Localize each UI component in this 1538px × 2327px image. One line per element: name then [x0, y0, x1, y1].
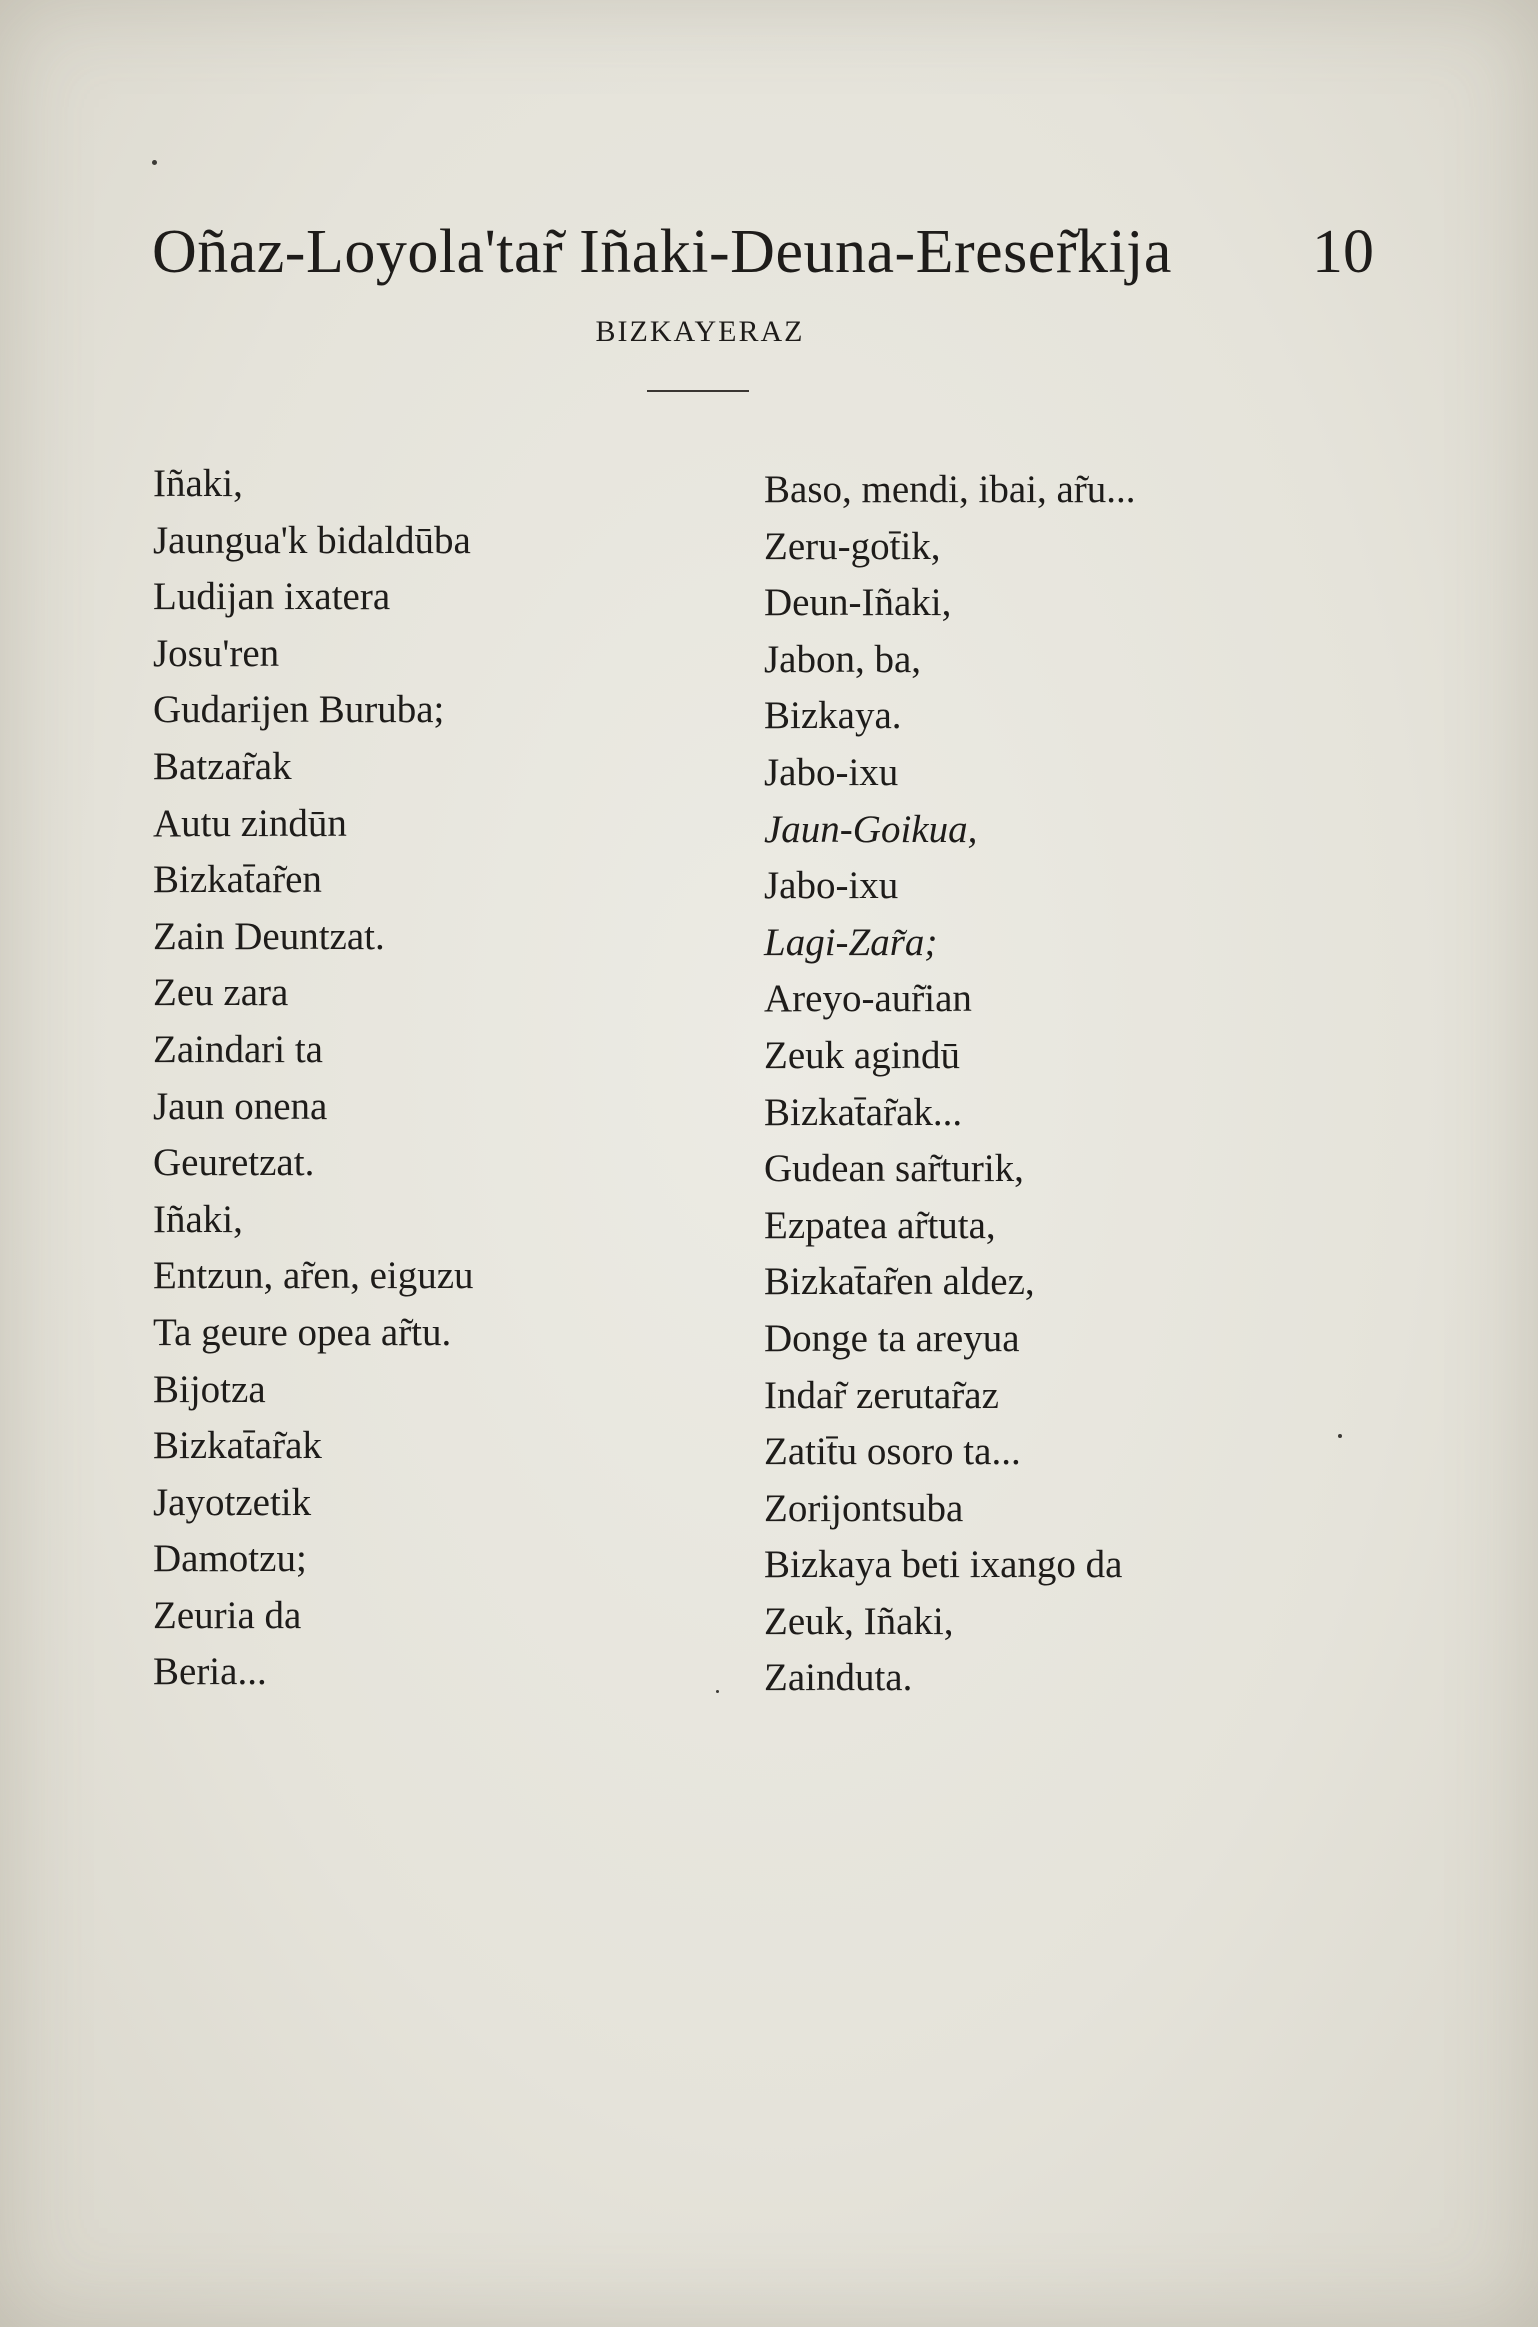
poem-line: Beria... [153, 1650, 267, 1694]
poem-line: Ta geure opea ar̃tu. [153, 1310, 452, 1354]
poem-line: Bizkat̄ar̃ak [153, 1424, 322, 1468]
poem-line: Iñaki, [153, 462, 243, 505]
poem-line: Baso, mendi, ibai, ar̃u... [764, 468, 1136, 511]
poem-line: Zeru-got̄ik, [764, 524, 941, 568]
paper-speck [152, 160, 157, 165]
poem-line: Jaun onena [153, 1084, 328, 1128]
poem-line: Zainduta. [764, 1656, 913, 1700]
poem-line: Geuretzat. [153, 1141, 315, 1185]
poem-line: Indar̃ zerutar̃az [764, 1373, 999, 1417]
poem-line: Zorijontsuba [764, 1486, 964, 1530]
poem-line: Ezpatea ar̃tuta, [764, 1203, 996, 1247]
poem-line: Josu'ren [153, 631, 280, 675]
poem-left-column [153, 456, 713, 1701]
poem-line: Bizkat̄ar̃en aldez, [764, 1260, 1035, 1304]
poem-line: Zeuk agindū [764, 1033, 961, 1077]
poem-line: Bizkaya. [764, 694, 902, 738]
poem-line: Deun-Iñaki, [764, 581, 952, 625]
page-title: Oñaz-Loyola'tar̃ Iñaki-Deuna-Ereser̃kija [152, 218, 1172, 286]
poem-line: Ludijan ixatera [153, 575, 391, 619]
poem-line: Jabon, ba, [764, 637, 922, 681]
poem-line: Jaun-Goikua, [764, 807, 978, 851]
poem-line: Iñaki, [153, 1197, 243, 1241]
poem-line: Zeu zara [153, 971, 289, 1015]
poem-line: Areyo-aur̃ian [764, 977, 972, 1021]
poem-line: Batzar̃ak [153, 744, 292, 788]
poem-line: Jabo-ixu [764, 750, 899, 794]
poem-line: Zeuk, Iñaki, [764, 1599, 954, 1643]
poem-line: Entzun, ar̃en, eiguzu [153, 1254, 474, 1298]
poem-line: Jabo-ixu [764, 864, 899, 908]
paper-speck [1338, 1434, 1342, 1438]
poem-line: Donge ta areyua [764, 1316, 1020, 1360]
poem-right-column [764, 462, 1404, 1707]
poem-line: Gudarijen Buruba; [153, 688, 445, 732]
poem-line: Zeuria da [153, 1593, 302, 1637]
poem-line: Zatit̄u osoro ta... [764, 1430, 1021, 1474]
title-divider [647, 390, 749, 392]
poem-line: Gudean sar̃turik, [764, 1147, 1024, 1191]
poem-line: Bizkat̄ar̃ak... [764, 1090, 963, 1134]
poem-line: Jaungua'k bidaldūba [153, 518, 471, 562]
poem-line: Zaindari ta [153, 1027, 323, 1071]
poem-line: Bijotza [153, 1367, 266, 1411]
page-number: 10 [1312, 218, 1374, 286]
paper-speck [716, 1690, 719, 1693]
poem-line: Jayotzetik [153, 1480, 312, 1524]
poem-line: Bizkaya beti ixango da [764, 1543, 1123, 1587]
poem-line: Bizkat̄ar̃en [153, 858, 322, 902]
page-subtitle: BIZKAYERAZ [595, 315, 805, 348]
poem-line: Zain Deuntzat. [153, 914, 385, 958]
poem-line: Lagi-Zar̃a; [764, 920, 938, 964]
poem-line: Autu zindūn [153, 801, 347, 845]
poem-line: Damotzu; [153, 1537, 307, 1581]
